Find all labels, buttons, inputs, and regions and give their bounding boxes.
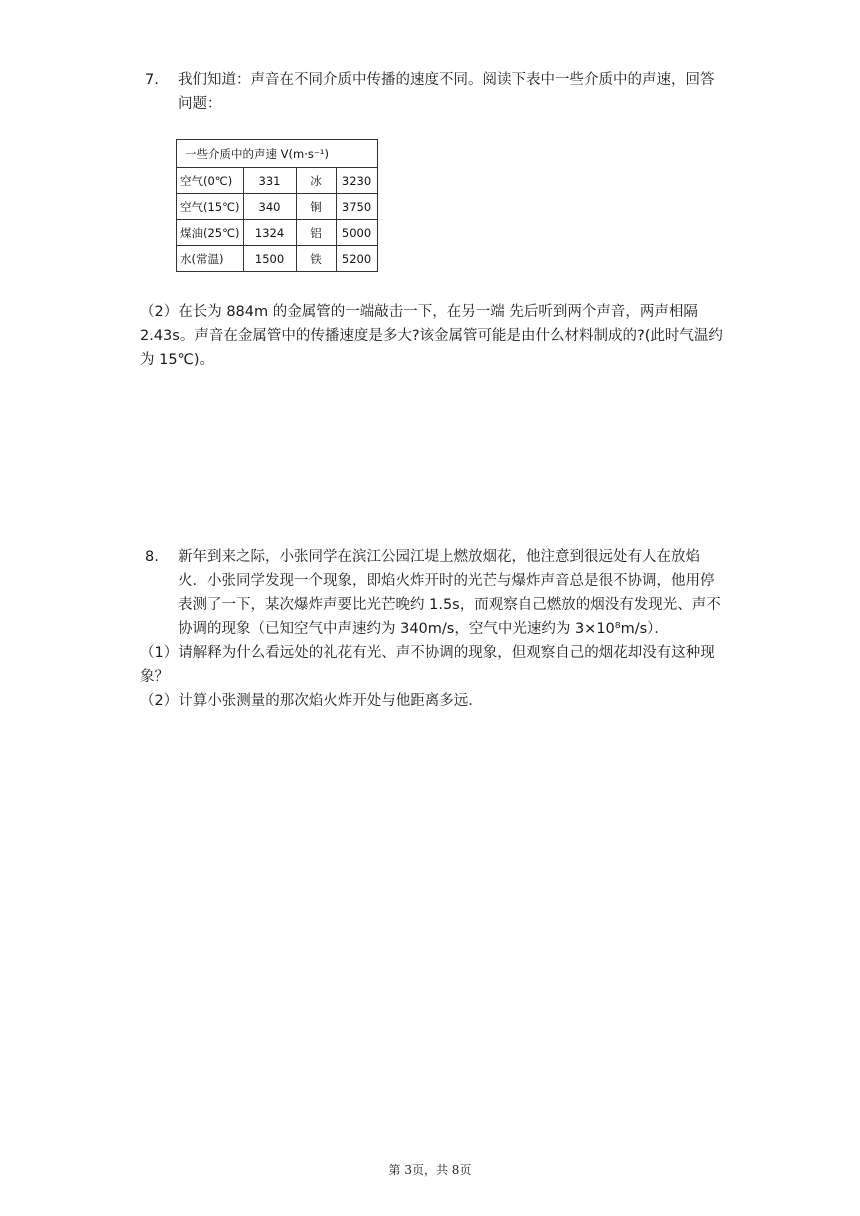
question-intro: 新年到来之际，小张同学在滨江公园江堤上燃放烟花，他注意到很远处有人在放焰火．小张同学发现一个现象，即焰火炸开时的光芒与爆炸声音总是很不协调，他用停表测了一下，某次爆炸声要比光芒晚约 1.5s，而观察自己燃放的烟没有发现光、声不协调的现象（已知空气中声速约为 340m/s，空气中光速约为 3×10⁸m/s）．	[178, 549, 721, 637]
medium-cell: 空气(15℃)	[177, 194, 244, 220]
table-row	[177, 194, 378, 220]
medium-cell: 空气(0℃)	[177, 168, 244, 194]
speed-cell: 5200	[336, 246, 377, 272]
speed-cell: 331	[243, 168, 296, 194]
medium-cell: 水(常温)	[177, 246, 244, 272]
table-row	[177, 246, 378, 272]
question-8	[140, 545, 725, 713]
question-number: 8.	[145, 549, 159, 565]
speed-cell: 3230	[336, 168, 377, 194]
sound-speed-table	[176, 139, 378, 272]
speed-cell: 1500	[243, 246, 296, 272]
speed-cell: 340	[243, 194, 296, 220]
question-part: （2）在长为 884m 的金属管的一端敲击一下，在另一端 先后听到两个声音，两声相隔 2.43s。声音在金属管中的传播速度是多大?该金属管可能是由什么材料制成的?(此时气温约为 15℃)。	[140, 304, 723, 368]
question-7-part-2	[140, 300, 725, 372]
question-number: 7.	[145, 72, 159, 88]
question-part: （1）请解释为什么看远处的礼花有光、声不协调的现象，但观察自己的烟花却没有这种现象？	[140, 645, 715, 685]
medium-cell: 煤油(25℃)	[177, 220, 244, 246]
table-row	[177, 220, 378, 246]
table-row	[177, 168, 378, 194]
medium-cell: 铁	[296, 246, 336, 272]
question-intro: 我们知道：声音在不同介质中传播的速度不同。阅读下表中一些介质中的声速，回答问题：	[178, 72, 715, 112]
question-part: （2）计算小张测量的那次焰火炸开处与他距离多远．	[140, 693, 483, 709]
medium-cell: 铜	[296, 194, 336, 220]
medium-cell: 冰	[296, 168, 336, 194]
page-footer: 第 3页，共 8页	[388, 1163, 472, 1177]
speed-cell: 5000	[336, 220, 377, 246]
medium-cell: 铝	[296, 220, 336, 246]
speed-cell: 3750	[336, 194, 377, 220]
table-caption: 一些介质中的声速 V(m·s⁻¹)	[177, 140, 378, 168]
speed-cell: 1324	[243, 220, 296, 246]
table-caption-row	[177, 140, 378, 168]
question-7	[145, 68, 725, 116]
